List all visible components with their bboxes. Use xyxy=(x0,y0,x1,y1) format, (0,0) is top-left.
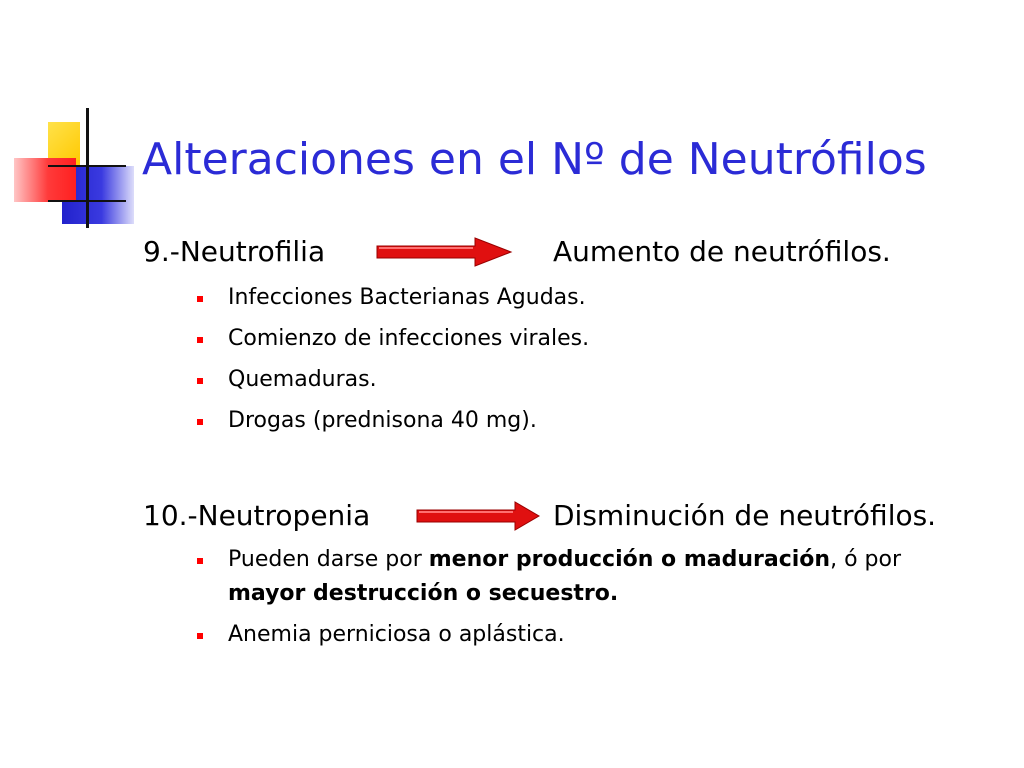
section-heading-label: 9.-Neutrofilia xyxy=(143,235,326,268)
section-result: Disminución de neutrófilos. xyxy=(553,499,937,532)
list-item: Infecciones Bacterianas Agudas. xyxy=(228,285,586,310)
list-item xyxy=(228,543,901,577)
list-item-text: , ó por xyxy=(830,547,901,572)
section-heading xyxy=(143,498,1003,534)
list-item: Drogas (prednisona 40 mg). xyxy=(228,408,537,433)
square-bullet-icon xyxy=(197,558,203,564)
list-item: Quemaduras. xyxy=(228,367,377,392)
vertical-line xyxy=(86,108,89,228)
square-bullet-icon xyxy=(197,633,203,639)
slide-title: Alteraciones en el Nº de Neutrófilos xyxy=(142,134,927,185)
horizontal-line xyxy=(48,200,126,202)
list-item: Comienzo de infecciones virales. xyxy=(228,326,590,351)
right-arrow-icon xyxy=(375,234,515,270)
section-result: Aumento de neutrófilos. xyxy=(553,235,891,268)
square-bullet-icon xyxy=(197,378,203,384)
section-heading xyxy=(143,234,1003,270)
section-heading-label: 10.-Neutropenia xyxy=(143,499,371,532)
emphasis-text: menor producción o maduración xyxy=(428,547,831,572)
right-arrow-icon xyxy=(415,498,555,534)
emphasis-text: mayor destrucción o secuestro. xyxy=(228,581,619,606)
list-item-text: Pueden darse por xyxy=(228,547,429,572)
horizontal-line xyxy=(48,165,126,167)
square-bullet-icon xyxy=(197,419,203,425)
list-item: Anemia perniciosa o aplástica. xyxy=(228,622,565,647)
color-squares-logo xyxy=(0,100,140,230)
square-bullet-icon xyxy=(197,337,203,343)
square-bullet-icon xyxy=(197,296,203,302)
